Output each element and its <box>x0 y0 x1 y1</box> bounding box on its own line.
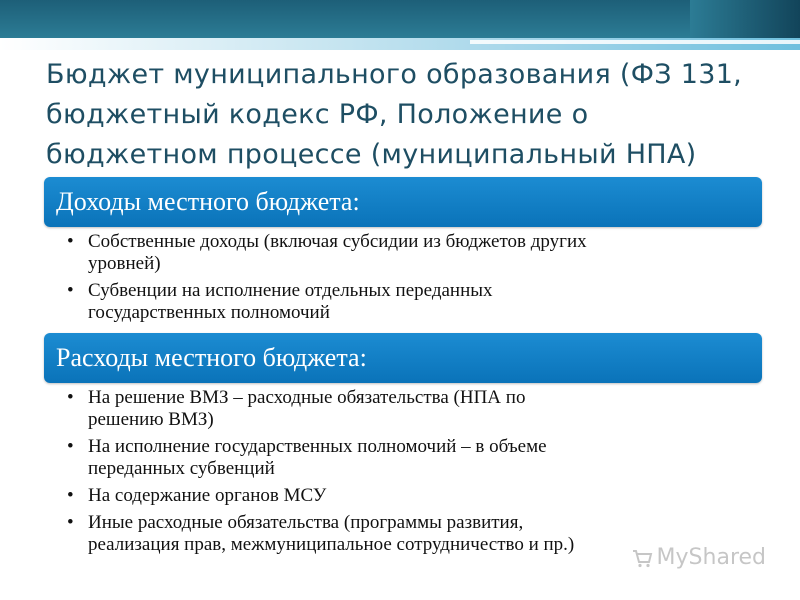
income-item-own-revenue <box>64 231 744 275</box>
bullet-icon: • <box>67 512 74 533</box>
watermark-text: MyShared <box>656 545 766 570</box>
top-band-stripe <box>470 40 800 44</box>
item-line: уровней) <box>88 253 161 274</box>
income-bullet-list <box>64 231 744 329</box>
item-line: Субвенции на исполнение отдельных переданных <box>88 280 493 301</box>
slide-title <box>46 55 766 175</box>
expense-item-state-powers <box>64 436 744 480</box>
bullet-icon: • <box>67 280 74 301</box>
expense-section-header: Расходы местного бюджета: <box>44 333 762 383</box>
item-line: На решение ВМЗ – расходные обязательства (НПА по <box>88 387 526 408</box>
slide-title-line: бюджетном процессе (муниципальный НПА) <box>46 139 697 170</box>
bullet-icon: • <box>67 387 74 408</box>
top-band-dark-segment <box>690 0 800 38</box>
income-item-subventions <box>64 280 744 324</box>
cart-icon <box>631 547 653 569</box>
item-line: Собственные доходы (включая субсидии из бюджетов других <box>88 231 587 252</box>
slide-title-line: бюджетный кодекс РФ, Положение о <box>46 99 589 130</box>
income-section-header: Доходы местного бюджета: <box>44 177 762 227</box>
bullet-icon: • <box>67 485 74 506</box>
item-line: реализация прав, межмуниципальное сотрудничество и пр.) <box>88 534 575 555</box>
bullet-icon: • <box>67 231 74 252</box>
item-line: решению ВМЗ) <box>88 409 214 430</box>
item-line: государственных полномочий <box>88 302 330 323</box>
expense-item-vmz <box>64 387 744 431</box>
slide-title-line: Бюджет муниципального образования (ФЗ 131, <box>46 59 743 90</box>
watermark <box>631 545 766 570</box>
item-line: Иные расходные обязательства (программы развития, <box>88 512 524 533</box>
expense-bullet-list <box>64 387 744 561</box>
item-line: На содержание органов МСУ <box>88 485 327 506</box>
item-line: переданных субвенций <box>88 458 275 479</box>
top-decorative-band <box>0 0 800 38</box>
bullet-icon: • <box>67 436 74 457</box>
expense-item-msu-bodies <box>64 485 744 507</box>
item-line: На исполнение государственных полномочий – в объеме <box>88 436 547 457</box>
